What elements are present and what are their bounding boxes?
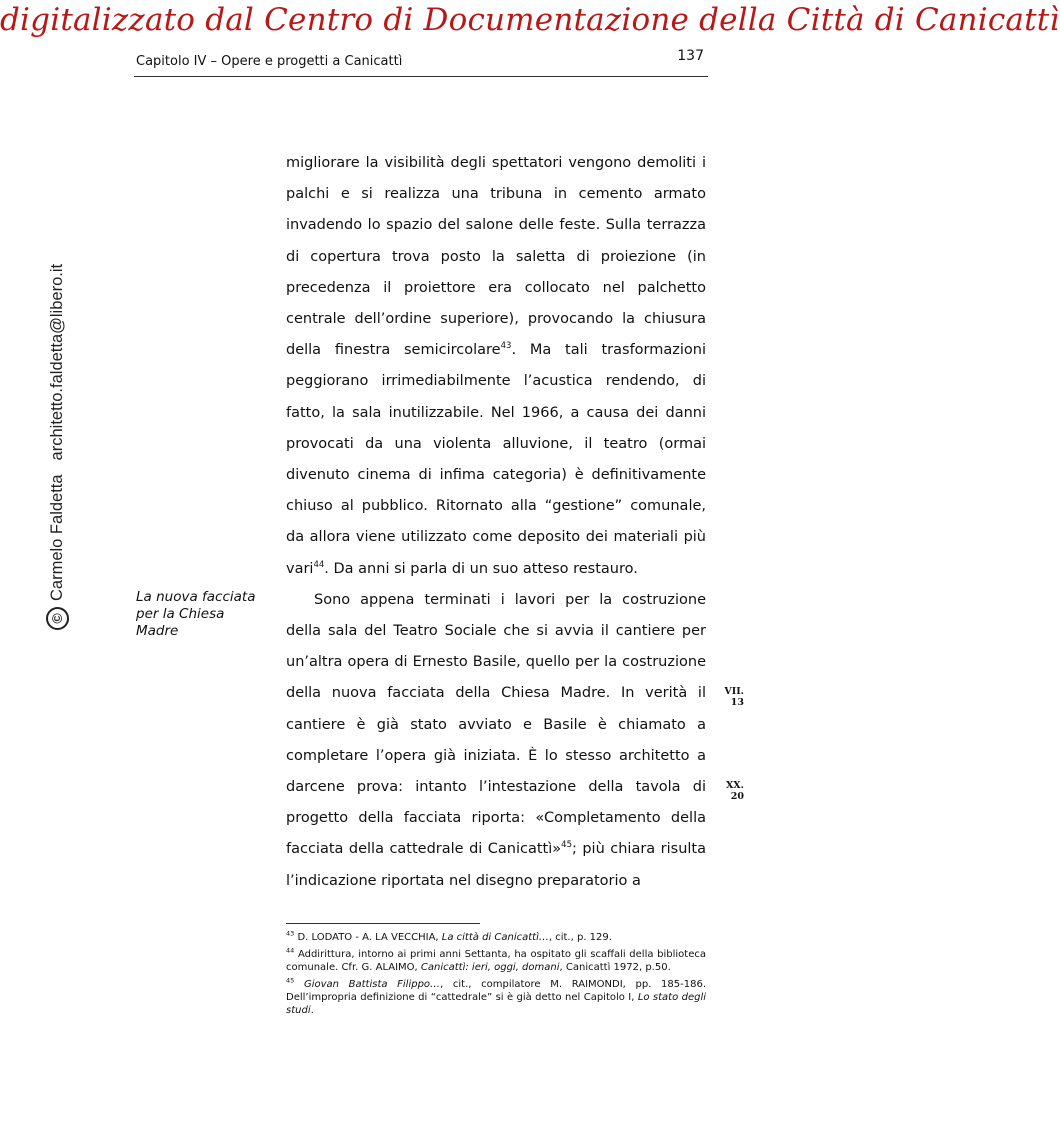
author-email: architetto.faldetta@libero.it [47, 263, 66, 461]
footnote: $^{45}$ Giovan Battista Filippo…, cit., compilatore M. RAIMONDI, pp. 185-186. Dell’impropria definizione di “cattedrale” si è già detto nel Capitolo I, Lo stato degli studi. [286, 976, 706, 1016]
footnote: $^{43}$ D. LODATO - A. LA VECCHIA, La città di Canicattì…, cit., p. 129. [286, 929, 612, 943]
margin-note: La nuova facciata per la Chiesa Madre [136, 589, 256, 639]
footnote-divider [286, 923, 480, 924]
page-number: 137 [677, 48, 704, 64]
footnotes [286, 931, 706, 1021]
side-copyright-band [0, 0, 70, 1132]
cross-reference: XX. 20 [725, 780, 744, 802]
page-header [134, 48, 708, 77]
copyright-notice [46, 264, 69, 630]
main-text [286, 148, 706, 897]
copyright-icon: © [46, 607, 69, 630]
chapter-title: Capitolo IV – Opere e progetti a Canicattì [136, 54, 403, 69]
author-name: Carmelo Faldetta [47, 474, 66, 601]
footnote-ref: 44 [313, 559, 325, 570]
paragraph: migliorare la visibilità degli spettatori vengono demoliti i palchi e si realizza una tribuna in cemento armato invadendo lo spazio del salone delle feste. Sulla terrazza di copertura trova posto la saletta di proiezione (in precedenza il proiettore era collocato nel palchetto centrale dell’ordine superiore), provocando la chiusura della finestra semicircolare$^{43}$. Ma tali trasformazioni peggiorano irrimediabilmente l’acustica rendendo, di fatto, la sala inutilizzabile. Nel 1966, a causa dei danni provocati da una violenta alluvione, il teatro (ormai divenuto cinema di infima categoria) è definitivamente chiuso al pubblico. Ritornato alla “gestione” comunale, da allora viene utilizzato come deposito dei materiali più vari$^{44}$. Da anni si parla di un suo atteso restauro. [286, 155, 706, 577]
footnote-ref: 43 [500, 341, 512, 352]
footnote: $^{44}$ Addirittura, intorno ai primi anni Settanta, ha ospitato gli scaffali della biblioteca comunale. Cfr. G. ALAIMO, Canicattì: ieri, oggi, domani, Canicattì 1972, p.50. [286, 946, 706, 973]
digitization-watermark: digitalizzato dal Centro di Documentazione della Città di Canicattì [0, 2, 1060, 38]
paragraph: Sono appena terminati i lavori per la costruzione della sala del Teatro Sociale che si avvia il cantiere per un’altra opera di Ernesto Basile, quello per la costruzione della nuova facciata della Chiesa Madre. In verità il cantiere è già stato avviato e Basile è chiamato a completare l’opera già iniziata. È lo stesso architetto a darcene prova: intanto l’intestazione della tavola di progetto della facciata riporta: «Completamento della facciata della cattedrale di Canicattì»$^{45}$; più chiara risulta l’indicazione riportata nel disegno preparatorio a [286, 591, 706, 889]
footnote-ref: 45 [561, 840, 572, 851]
cross-reference: VII. 13 [724, 686, 744, 708]
